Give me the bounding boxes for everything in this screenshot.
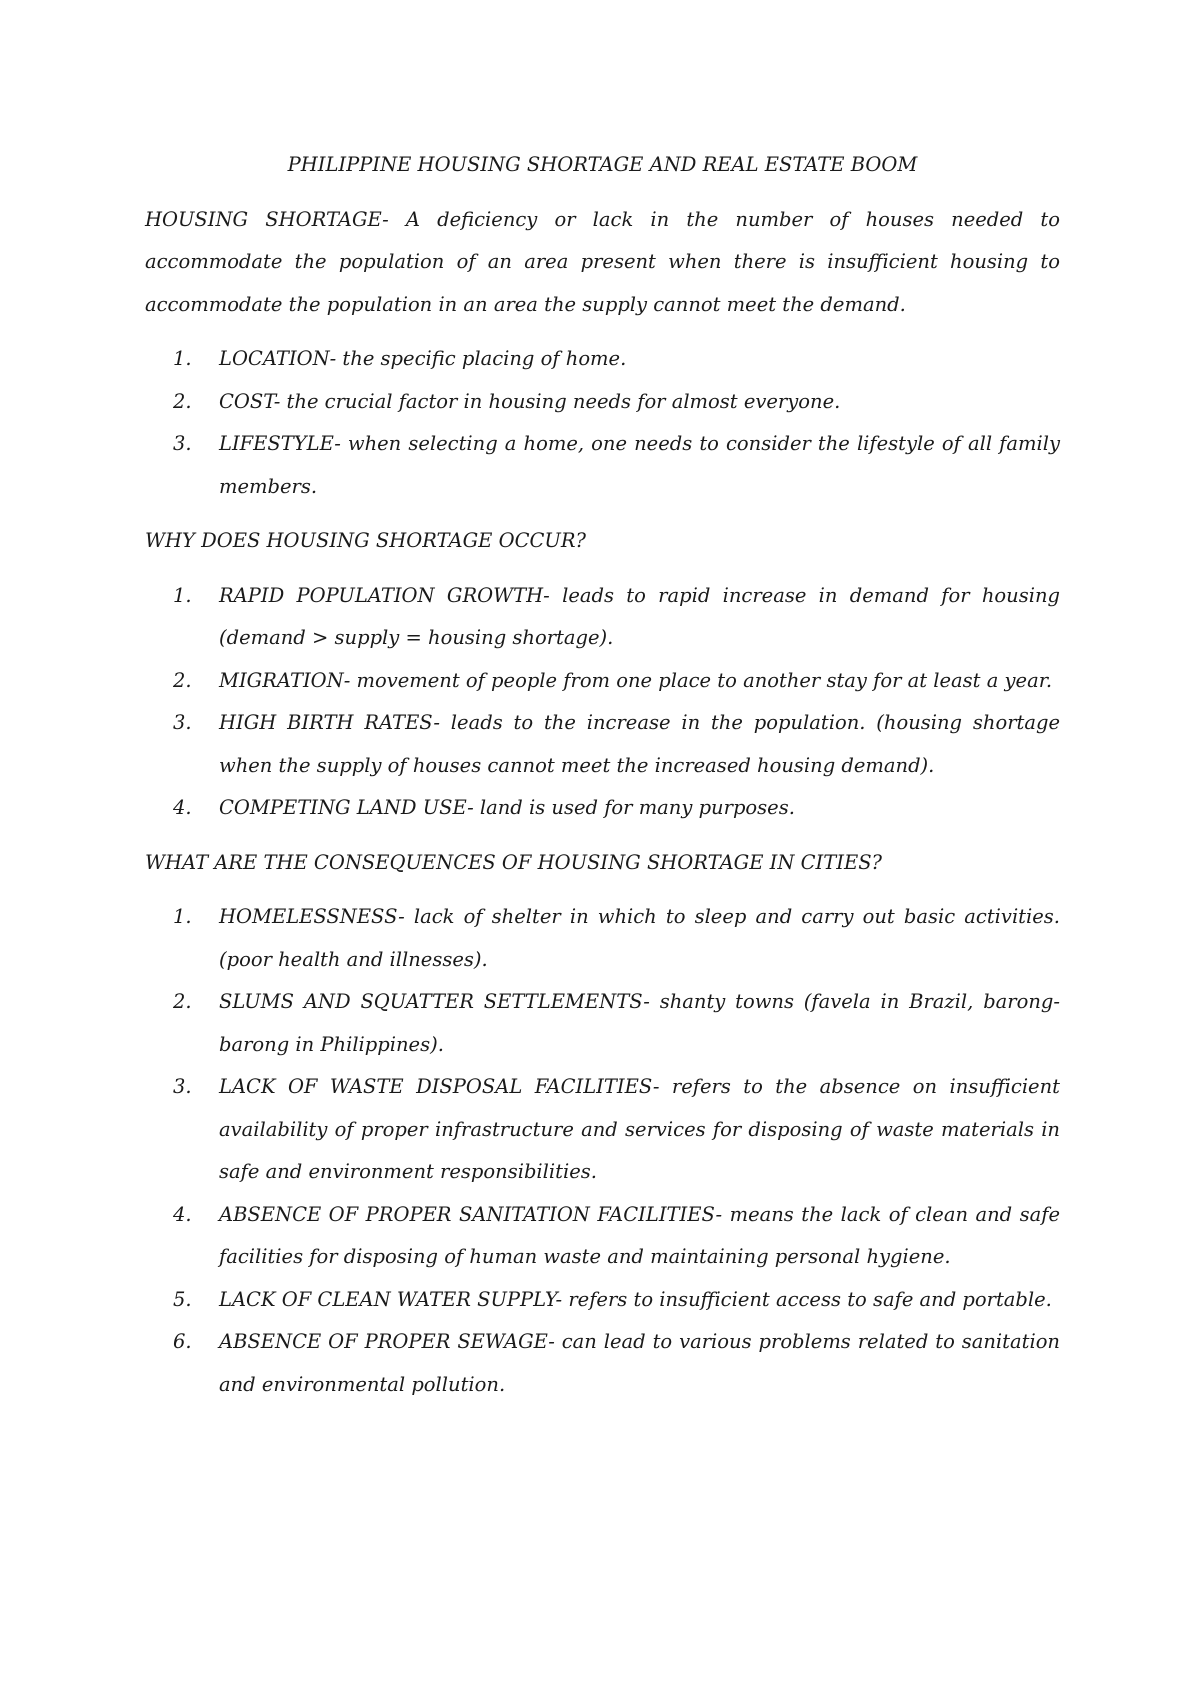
list-item — [145, 423, 1060, 508]
list-item — [145, 381, 1060, 424]
list-item-text: LOCATION- the specific placing of home. — [219, 347, 627, 370]
list-item — [145, 575, 1060, 660]
list-number: 5. — [173, 1287, 192, 1311]
list-item-text: HOMELESSNESS- lack of shelter in which to sleep and carry out basic activities. (poor health and illnesses). — [219, 905, 1060, 971]
list-number: 3. — [173, 711, 192, 734]
list-item — [145, 1279, 1060, 1322]
list-item-text: SLUMS AND SQUATTER SETTLEMENTS- shanty towns (favela in Brazil, barong-barong in Philippines). — [219, 990, 1060, 1056]
list-item-text: LIFESTYLE- when selecting a home, one needs to consider the lifestyle of all family members. — [219, 432, 1060, 498]
list-item-text: HIGH BIRTH RATES- leads to the increase in the population. (housing shortage when the supply of houses cannot meet the increased housing demand). — [219, 711, 1060, 777]
consequences-list — [145, 896, 1060, 1406]
document-title: PHILIPPINE HOUSING SHORTAGE AND REAL ESTATE BOOM — [287, 153, 918, 176]
list-item-text: RAPID POPULATION GROWTH- leads to rapid increase in demand for housing (demand > supply = housing shortage). — [219, 583, 1060, 649]
list-item — [145, 660, 1060, 703]
list-item-text: COST- the crucial factor in housing needs for almost everyone. — [219, 389, 841, 413]
factors-list — [145, 338, 1060, 508]
list-item — [145, 1066, 1060, 1194]
document-body — [145, 144, 1060, 1418]
list-item-text: LACK OF WASTE DISPOSAL FACILITIES- refers to the absence on insufficient availability of proper infrastructure and services for disposing of waste materials in safe and environment responsibilities. — [219, 1075, 1060, 1183]
why-heading: WHY DOES HOUSING SHORTAGE OCCUR? — [145, 529, 586, 552]
list-number: 3. — [173, 1075, 192, 1098]
list-item-text: ABSENCE OF PROPER SANITATION FACILITIES- means the lack of clean and safe facilities for disposing of human waste and maintaining personal hygiene. — [219, 1202, 1060, 1268]
definition-paragraph: HOUSING SHORTAGE- A deficiency or lack in the number of houses needed to accommodate the population of an area present when there is insufficient housing to accommodate the population in an area the supply cannot meet the demand. — [145, 207, 1060, 316]
list-number: 6. — [173, 1330, 192, 1353]
list-number: 2. — [173, 389, 192, 413]
list-item-text: MIGRATION- movement of people from one place to another stay for at least a year. — [219, 668, 1053, 692]
list-number: 1. — [173, 347, 192, 370]
list-item-text: ABSENCE OF PROPER SEWAGE- can lead to various problems related to sanitation and environmental pollution. — [219, 1330, 1060, 1396]
list-number: 4. — [173, 796, 192, 819]
consequences-heading: WHAT ARE THE CONSEQUENCES OF HOUSING SHORTAGE IN CITIES? — [145, 850, 883, 874]
list-number: 4. — [173, 1202, 192, 1226]
list-item — [145, 1321, 1060, 1406]
list-item — [145, 896, 1060, 981]
list-item-text: LACK OF CLEAN WATER SUPPLY- refers to insufficient access to safe and portable. — [219, 1287, 1052, 1311]
list-number: 3. — [173, 432, 192, 455]
list-item — [145, 338, 1060, 381]
list-number: 2. — [173, 668, 192, 692]
list-number: 2. — [173, 990, 192, 1013]
causes-list — [145, 575, 1060, 830]
list-item — [145, 787, 1060, 830]
list-item-text: COMPETING LAND USE- land is used for many purposes. — [219, 796, 795, 819]
list-item — [145, 1194, 1060, 1279]
list-item — [145, 702, 1060, 787]
list-item — [145, 981, 1060, 1066]
list-number: 1. — [173, 905, 192, 928]
list-number: 1. — [173, 583, 192, 607]
